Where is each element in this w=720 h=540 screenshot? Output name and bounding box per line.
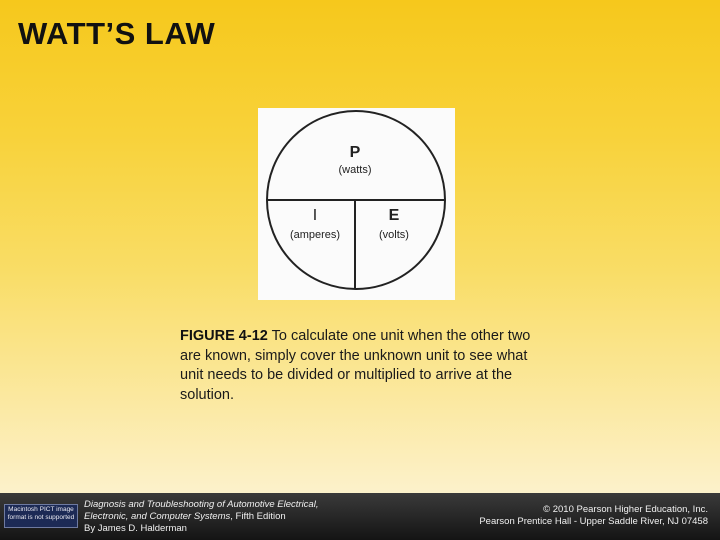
voltage-unit: (volts) (379, 229, 409, 241)
figure-id: FIGURE 4-12 (180, 328, 268, 344)
caption-text: To calculate one unit when the other two are known, simply cover the unknown unit to see what unit needs to be divided or multiplied to arrive at the solution. (180, 328, 531, 403)
book-title-line2: Electronic, and Computer Systems (84, 511, 231, 522)
publisher-line: Pearson Prentice Hall - Upper Saddle River, NJ 07458 (479, 516, 708, 527)
current-symbol: I (312, 207, 318, 224)
slide-title: WATT’S LAW (18, 16, 216, 51)
power-unit: (watts) (338, 164, 372, 176)
book-citation (84, 499, 384, 535)
book-author: By James D. Halderman (84, 523, 187, 534)
copyright-block (408, 504, 708, 528)
figure-caption (180, 327, 550, 405)
book-edition: , Fifth Edition (230, 511, 286, 522)
footer-bar (0, 493, 720, 540)
copyright-line: © 2010 Pearson Higher Education, Inc. (543, 504, 708, 515)
power-symbol: P (349, 144, 361, 161)
book-title-line1: Diagnosis and Troubleshooting of Automotive Electrical, (84, 499, 319, 510)
watts-law-circle-diagram (258, 108, 455, 300)
publisher-logo-placeholder: Macintosh PICT image format is not supported (4, 504, 78, 528)
current-unit: (amperes) (289, 229, 341, 241)
voltage-symbol: E (388, 207, 400, 224)
